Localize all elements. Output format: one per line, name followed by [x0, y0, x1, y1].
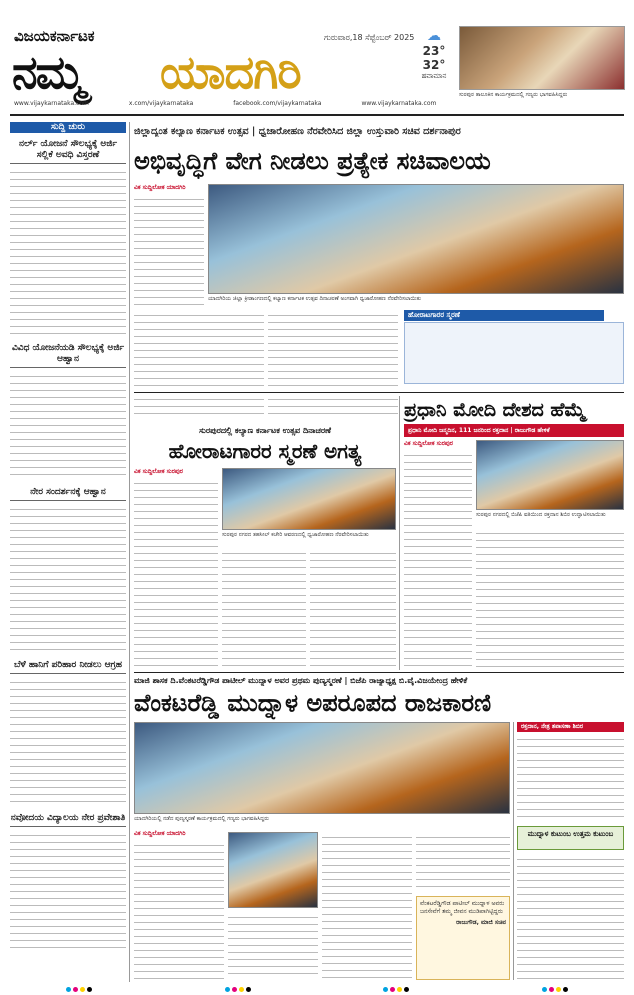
color-dots — [383, 987, 409, 992]
filler-text — [10, 830, 126, 950]
story4-side-body — [517, 734, 624, 822]
sidebar-item-title: ನರ್ಲ್ ಯೋಜನೆ ಸೌಲಭ್ಯಕ್ಕೆ ಅರ್ಜಿ ಸಲ್ಲಿಕೆ ಅವಧಿ ವಿಸ್ತರಣೆ — [10, 139, 126, 164]
lead-photo — [208, 184, 624, 294]
story3-body-col2 — [476, 528, 624, 668]
brand-logo: ವಿಜಯಕರ್ನಾಟಕ — [14, 28, 95, 45]
lead-box — [404, 322, 624, 384]
story4-photo — [134, 722, 510, 814]
dateline: ಗುರುವಾರ,18 ಸೆಪ್ಟೆಂಬರ್ 2025 — [324, 33, 415, 42]
lead-headline: ಅಭಿವೃದ್ಧಿಗೆ ವೇಗ ನೀಡಲು ಪ್ರತ್ಯೇಕ ಸಚಿವಾಲಯ — [134, 147, 491, 175]
lead-box-header: ಹೋರಾಟಗಾರರ ಸ್ಮರಣೆ — [404, 310, 604, 321]
story2-caption: ಸುರಪುರ ನಗರದ ತಹಸೀಲ್ ಕಚೇರಿ ಆವರಣದಲ್ಲಿ ಧ್ವಜಾರೋಹಣ ನೆರವೇರಿಸಲಾಯಿತು — [222, 532, 369, 538]
story4-photo-small — [228, 832, 318, 908]
sidebar-item-title: ವಿವಿಧ ಯೋಜನೆಯಡಿ ಸೌಲಭ್ಯಕ್ಕೆ ಅರ್ಜಿ ಆಹ್ವಾನ — [10, 343, 126, 368]
story4-body-col2 — [228, 912, 318, 980]
color-dots — [66, 987, 92, 992]
story4-quote-box — [416, 896, 510, 980]
cloud-icon: ☁ — [427, 28, 441, 44]
lead-body-col1 — [134, 194, 204, 306]
weather-box — [415, 28, 453, 98]
lead-body-col3 — [268, 310, 398, 418]
sidebar — [10, 122, 126, 987]
sidebar-header: ಸುದ್ದಿ ಚುರು — [10, 122, 126, 133]
registration-marks — [0, 983, 634, 995]
column-divider — [129, 122, 130, 982]
link-x[interactable]: x.com/vijaykarnataka — [128, 100, 194, 107]
story4-body-col1 — [134, 840, 224, 980]
story4-body-col3 — [322, 832, 412, 980]
story4-quote: ವೆಂಕಟರೆಡ್ಡಿಗೌಡ ಪಾಟೀಲ್ ಮುದ್ನಾಳ ಅವರು ಜನಸೇವೆಗೆ ತಮ್ಮ ಜೀವನ ಮುಡಿಪಾಗಿಟ್ಟಿದ್ದರು — [420, 900, 505, 915]
story4-kicker: ಮಾಜಿ ಶಾಸಕ ದಿ.ವೆಂಕಟರೆಡ್ಡಿಗೌಡ ಪಾಟೀಲ್ ಮುದ್ನಾಳ ಅವರ ಪ್ರಥಮ ಪುಣ್ಯಸ್ಮರಣೆ | ಬಿಜೆಪಿ ರಾಜ್ಯಾಧ್ಯಕ್ಷ ಬಿ.ವೈ.ವಿಜಯೇಂದ್ರ ಹೇಳಿಕೆ — [134, 676, 468, 685]
title-left: ನಮ್ಮ — [12, 45, 84, 99]
color-dots — [225, 987, 251, 992]
story3-bar: ಪ್ರಧಾನಿ ಮೋದಿ ಜನ್ಮದಿನ, 111 ಜನರಿಂದ ರಕ್ತದಾನ | ರಾಜುಗೌಡ ಹೇಳಿಕೆ — [404, 424, 624, 437]
color-dots — [542, 987, 568, 992]
story2-body-col3 — [310, 548, 396, 668]
lead-caption: ಯಾದಗಿರಿಯ ಜಿಲ್ಲಾ ಕ್ರೀಡಾಂಗಣದಲ್ಲಿ ಕಲ್ಯಾಣ ಕರ್ನಾಟಕ ಉತ್ಸವ ದಿನಾಚರಣೆ ಅಂಗವಾಗಿ ಧ್ವಜಾರೋಹಣ ನೆರವೇರಿಸಲಾಯಿತು — [208, 296, 422, 302]
section-rule — [134, 672, 624, 673]
lead-byline: ವಿಕ ಸುದ್ದಿಲೋಕ ಯಾದಗಿರಿ — [134, 184, 186, 191]
banner-photo — [459, 26, 625, 90]
story3-photo — [476, 440, 624, 510]
title-right: ಯಾದಗಿರಿ — [160, 45, 301, 99]
story4-side-box: ಮುದ್ನಾಳ ಕುಟುಂಬ ಉತ್ತಮ ಕುಟುಂಬ — [517, 826, 624, 850]
story2-byline: ವಿಕ ಸುದ್ದಿಲೋಕ ಸುರಪುರ — [134, 468, 183, 475]
story4-body-col4 — [416, 832, 510, 892]
weather-label: ಹವಾಮಾನ — [421, 72, 447, 80]
story4-side-body2 — [517, 854, 624, 980]
story3-body-col1 — [404, 450, 472, 668]
story2-body-col1 — [134, 478, 218, 668]
story2-body-col2 — [222, 548, 306, 668]
story4-byline: ವಿಕ ಸುದ್ದಿಲೋಕ ಯಾದಗಿರಿ — [134, 830, 186, 837]
sidebar-item-title: ನವೋದಯ ವಿದ್ಯಾಲಯ ನೇರ ಪ್ರವೇಶಾತಿ — [10, 813, 126, 827]
link-facebook[interactable]: facebook.com/vijaykarnataka — [233, 100, 322, 107]
filler-text — [10, 167, 126, 337]
story3-byline: ವಿಕ ಸುದ್ದಿಲೋಕ ಸುರಪುರ — [404, 440, 453, 447]
story4-caption: ಯಾದಗಿರಿಯಲ್ಲಿ ನಡೆದ ಪುಣ್ಯಸ್ಮರಣೆ ಕಾರ್ಯಕ್ರಮದಲ್ಲಿ ಗಣ್ಯರು ಭಾಗವಹಿಸಿದ್ದರು — [134, 816, 269, 822]
banner-caption: ಸುರಪುರ ತಾಲೂಕಿನ ಕಾರ್ಯಕ್ರಮದಲ್ಲಿ ಗಣ್ಯರು ಭಾಗವಹಿಸಿದ್ದರು — [459, 92, 568, 98]
filler-text — [10, 504, 126, 654]
sidebar-item-title: ನೇರ ಸಂದರ್ಶನಕ್ಕೆ ಆಹ್ವಾನ — [10, 487, 126, 501]
sidebar-item-title: ಬೆಳೆ ಹಾನಿಗೆ ಪರಿಹಾರ ನೀಡಲು ಆಗ್ರಹ — [10, 660, 126, 674]
link-website[interactable]: www.vijaykarnataka.com — [14, 100, 89, 107]
story4-headline: ವೆಂಕಟರೆಡ್ಡಿ ಮುದ್ನಾಳ ಅಪರೂಪದ ರಾಜಕಾರಣಿ — [134, 689, 492, 717]
story4-quote-by: ರಾಜುಗೌಡ, ಮಾಜಿ ಸಚಿವ — [456, 919, 506, 926]
column-divider — [513, 722, 514, 980]
lead-kicker: ಜಿಲ್ಲಾದ್ಯಂತ ಕಲ್ಯಾಣ ಕರ್ನಾಟಕ ಉತ್ಸವ | ಧ್ವಜಾರೋಹಣ ನೆರವೇರಿಸಿದ ಜಿಲ್ಲಾ ಉಸ್ತುವಾರಿ ಸಚಿವ ದರ್ಶನಾಪುರ — [134, 126, 461, 137]
story2-photo — [222, 468, 396, 530]
social-links — [14, 100, 454, 107]
weather-lo: 32° — [422, 58, 446, 72]
lead-body-col2 — [134, 310, 264, 418]
masthead-rule — [10, 114, 624, 116]
column-divider — [399, 396, 400, 670]
story3-caption: ಸುರಪುರ ನಗರದಲ್ಲಿ ಬಿಜೆಪಿ ವತಿಯಿಂದ ರಕ್ತದಾನ ಶಿಬಿರ ಉದ್ಘಾಟಿಸಲಾಯಿತು — [476, 512, 606, 518]
section-rule — [134, 392, 624, 393]
story2-headline: ಹೋರಾಟಗಾರರ ಸ್ಮರಣೆ ಅಗತ್ಯ — [168, 439, 362, 463]
filler-text — [10, 371, 126, 481]
story3-headline: ಪ್ರಧಾನಿ ಮೋದಿ ದೇಶದ ಹೆಮ್ಮೆ — [404, 399, 586, 421]
story4-side-header: ರಕ್ತದಾನ, ನೇತ್ರ ತಪಾಸಣಾ ಶಿಬಿರ — [517, 722, 624, 732]
weather-hi: 23° — [422, 44, 446, 58]
link-website-2[interactable]: www.vijaykarnataka.com — [361, 100, 437, 107]
story2-kicker: ಸುರಪುರದಲ್ಲಿ ಕಲ್ಯಾಣ ಕರ್ನಾಟಕ ಉತ್ಸವ ದಿನಾಚರಣೆ — [199, 426, 331, 435]
filler-text — [10, 677, 126, 807]
